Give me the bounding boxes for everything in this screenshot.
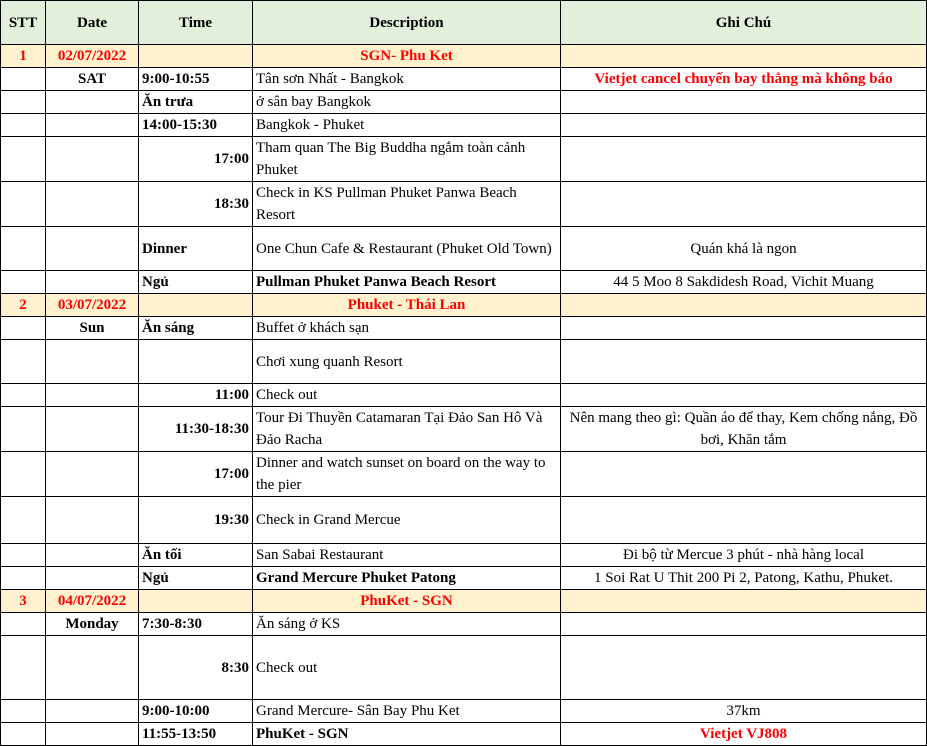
description-cell: Chơi xung quanh Resort bbox=[253, 340, 561, 384]
time-cell: Ăn sáng bbox=[139, 317, 253, 340]
table-row bbox=[1, 636, 927, 700]
description-cell: Bangkok - Phuket bbox=[253, 114, 561, 137]
time-cell: 17:00 bbox=[139, 137, 253, 182]
description-cell: PhuKet - SGN bbox=[253, 723, 561, 746]
table-row bbox=[1, 114, 927, 137]
note-cell: 44 5 Moo 8 Sakdidesh Road, Vichit Muang bbox=[561, 271, 927, 294]
day-date: 02/07/2022 bbox=[46, 45, 139, 68]
table-row bbox=[1, 407, 927, 452]
description-cell: San Sabai Restaurant bbox=[253, 544, 561, 567]
table-row bbox=[1, 497, 927, 544]
header-stt: STT bbox=[1, 1, 46, 45]
note-cell: 1 Soi Rat U Thit 200 Pi 2, Patong, Kathu, Phuket. bbox=[561, 567, 927, 590]
table-row bbox=[1, 91, 927, 114]
weekday-cell: Monday bbox=[46, 613, 139, 636]
day-date: 03/07/2022 bbox=[46, 294, 139, 317]
description-cell: Ăn sáng ở KS bbox=[253, 613, 561, 636]
time-cell: 17:00 bbox=[139, 452, 253, 497]
description-cell: Check out bbox=[253, 384, 561, 407]
table-row bbox=[1, 137, 927, 182]
description-cell: One Chun Cafe & Restaurant (Phuket Old Town) bbox=[253, 227, 561, 271]
time-cell: 11:30-18:30 bbox=[139, 407, 253, 452]
table-row bbox=[1, 544, 927, 567]
table-row bbox=[1, 723, 927, 746]
day-title: Phuket - Thái Lan bbox=[253, 294, 561, 317]
header-date: Date bbox=[46, 1, 139, 45]
note-cell: Vietjet VJ808 bbox=[561, 723, 927, 746]
description-cell: Pullman Phuket Panwa Beach Resort bbox=[253, 271, 561, 294]
day-row bbox=[1, 45, 927, 68]
time-cell: Ngủ bbox=[139, 271, 253, 294]
description-cell: Grand Mercure- Sân Bay Phu Ket bbox=[253, 700, 561, 723]
description-cell: Tham quan The Big Buddha ngắm toàn cảnh Phuket bbox=[253, 137, 561, 182]
header-row bbox=[1, 1, 927, 45]
table-row bbox=[1, 567, 927, 590]
day-date: 04/07/2022 bbox=[46, 590, 139, 613]
header-note: Ghi Chú bbox=[561, 1, 927, 45]
description-cell: Tân sơn Nhất - Bangkok bbox=[253, 68, 561, 91]
description-cell: Check in KS Pullman Phuket Panwa Beach Resort bbox=[253, 182, 561, 227]
table-row bbox=[1, 452, 927, 497]
time-cell: 7:30-8:30 bbox=[139, 613, 253, 636]
weekday-cell: SAT bbox=[46, 68, 139, 91]
table-row bbox=[1, 384, 927, 407]
table-row bbox=[1, 271, 927, 294]
note-cell: Đi bộ từ Mercue 3 phút - nhà hàng local bbox=[561, 544, 927, 567]
header-description: Description bbox=[253, 1, 561, 45]
table-row bbox=[1, 613, 927, 636]
header-time: Time bbox=[139, 1, 253, 45]
time-cell: 11:55-13:50 bbox=[139, 723, 253, 746]
note-cell: 37km bbox=[561, 700, 927, 723]
day-stt: 2 bbox=[1, 294, 46, 317]
description-cell: Grand Mercure Phuket Patong bbox=[253, 567, 561, 590]
note-cell: Vietjet cancel chuyến bay thẳng mà không báo bbox=[561, 68, 927, 91]
table-row bbox=[1, 182, 927, 227]
day-stt: 3 bbox=[1, 590, 46, 613]
table-row bbox=[1, 68, 927, 91]
table-row bbox=[1, 340, 927, 384]
description-cell: Check out bbox=[253, 636, 561, 700]
day-row bbox=[1, 294, 927, 317]
time-cell: 9:00-10:00 bbox=[139, 700, 253, 723]
note-cell: Quán khá là ngon bbox=[561, 227, 927, 271]
day-row bbox=[1, 590, 927, 613]
description-cell: ở sân bay Bangkok bbox=[253, 91, 561, 114]
table-row bbox=[1, 227, 927, 271]
note-cell: Nên mang theo gì: Quần áo để thay, Kem chống nắng, Đồ bơi, Khăn tắm bbox=[561, 407, 927, 452]
time-cell: 19:30 bbox=[139, 497, 253, 544]
time-cell: Ăn tối bbox=[139, 544, 253, 567]
time-cell: 8:30 bbox=[139, 636, 253, 700]
table-row bbox=[1, 700, 927, 723]
time-cell: Ăn trưa bbox=[139, 91, 253, 114]
weekday-cell: Sun bbox=[46, 317, 139, 340]
time-cell: 9:00-10:55 bbox=[139, 68, 253, 91]
time-cell: Ngủ bbox=[139, 567, 253, 590]
day-title: SGN- Phu Ket bbox=[253, 45, 561, 68]
day-title: PhuKet - SGN bbox=[253, 590, 561, 613]
time-cell: 18:30 bbox=[139, 182, 253, 227]
time-cell: Dinner bbox=[139, 227, 253, 271]
description-cell: Check in Grand Mercue bbox=[253, 497, 561, 544]
day-stt: 1 bbox=[1, 45, 46, 68]
description-cell: Buffet ở khách sạn bbox=[253, 317, 561, 340]
time-cell: 11:00 bbox=[139, 384, 253, 407]
description-cell: Tour Đi Thuyền Catamaran Tại Đảo San Hô Và Đảo Racha bbox=[253, 407, 561, 452]
description-cell: Dinner and watch sunset on board on the way to the pier bbox=[253, 452, 561, 497]
time-cell: 14:00-15:30 bbox=[139, 114, 253, 137]
table-row bbox=[1, 317, 927, 340]
